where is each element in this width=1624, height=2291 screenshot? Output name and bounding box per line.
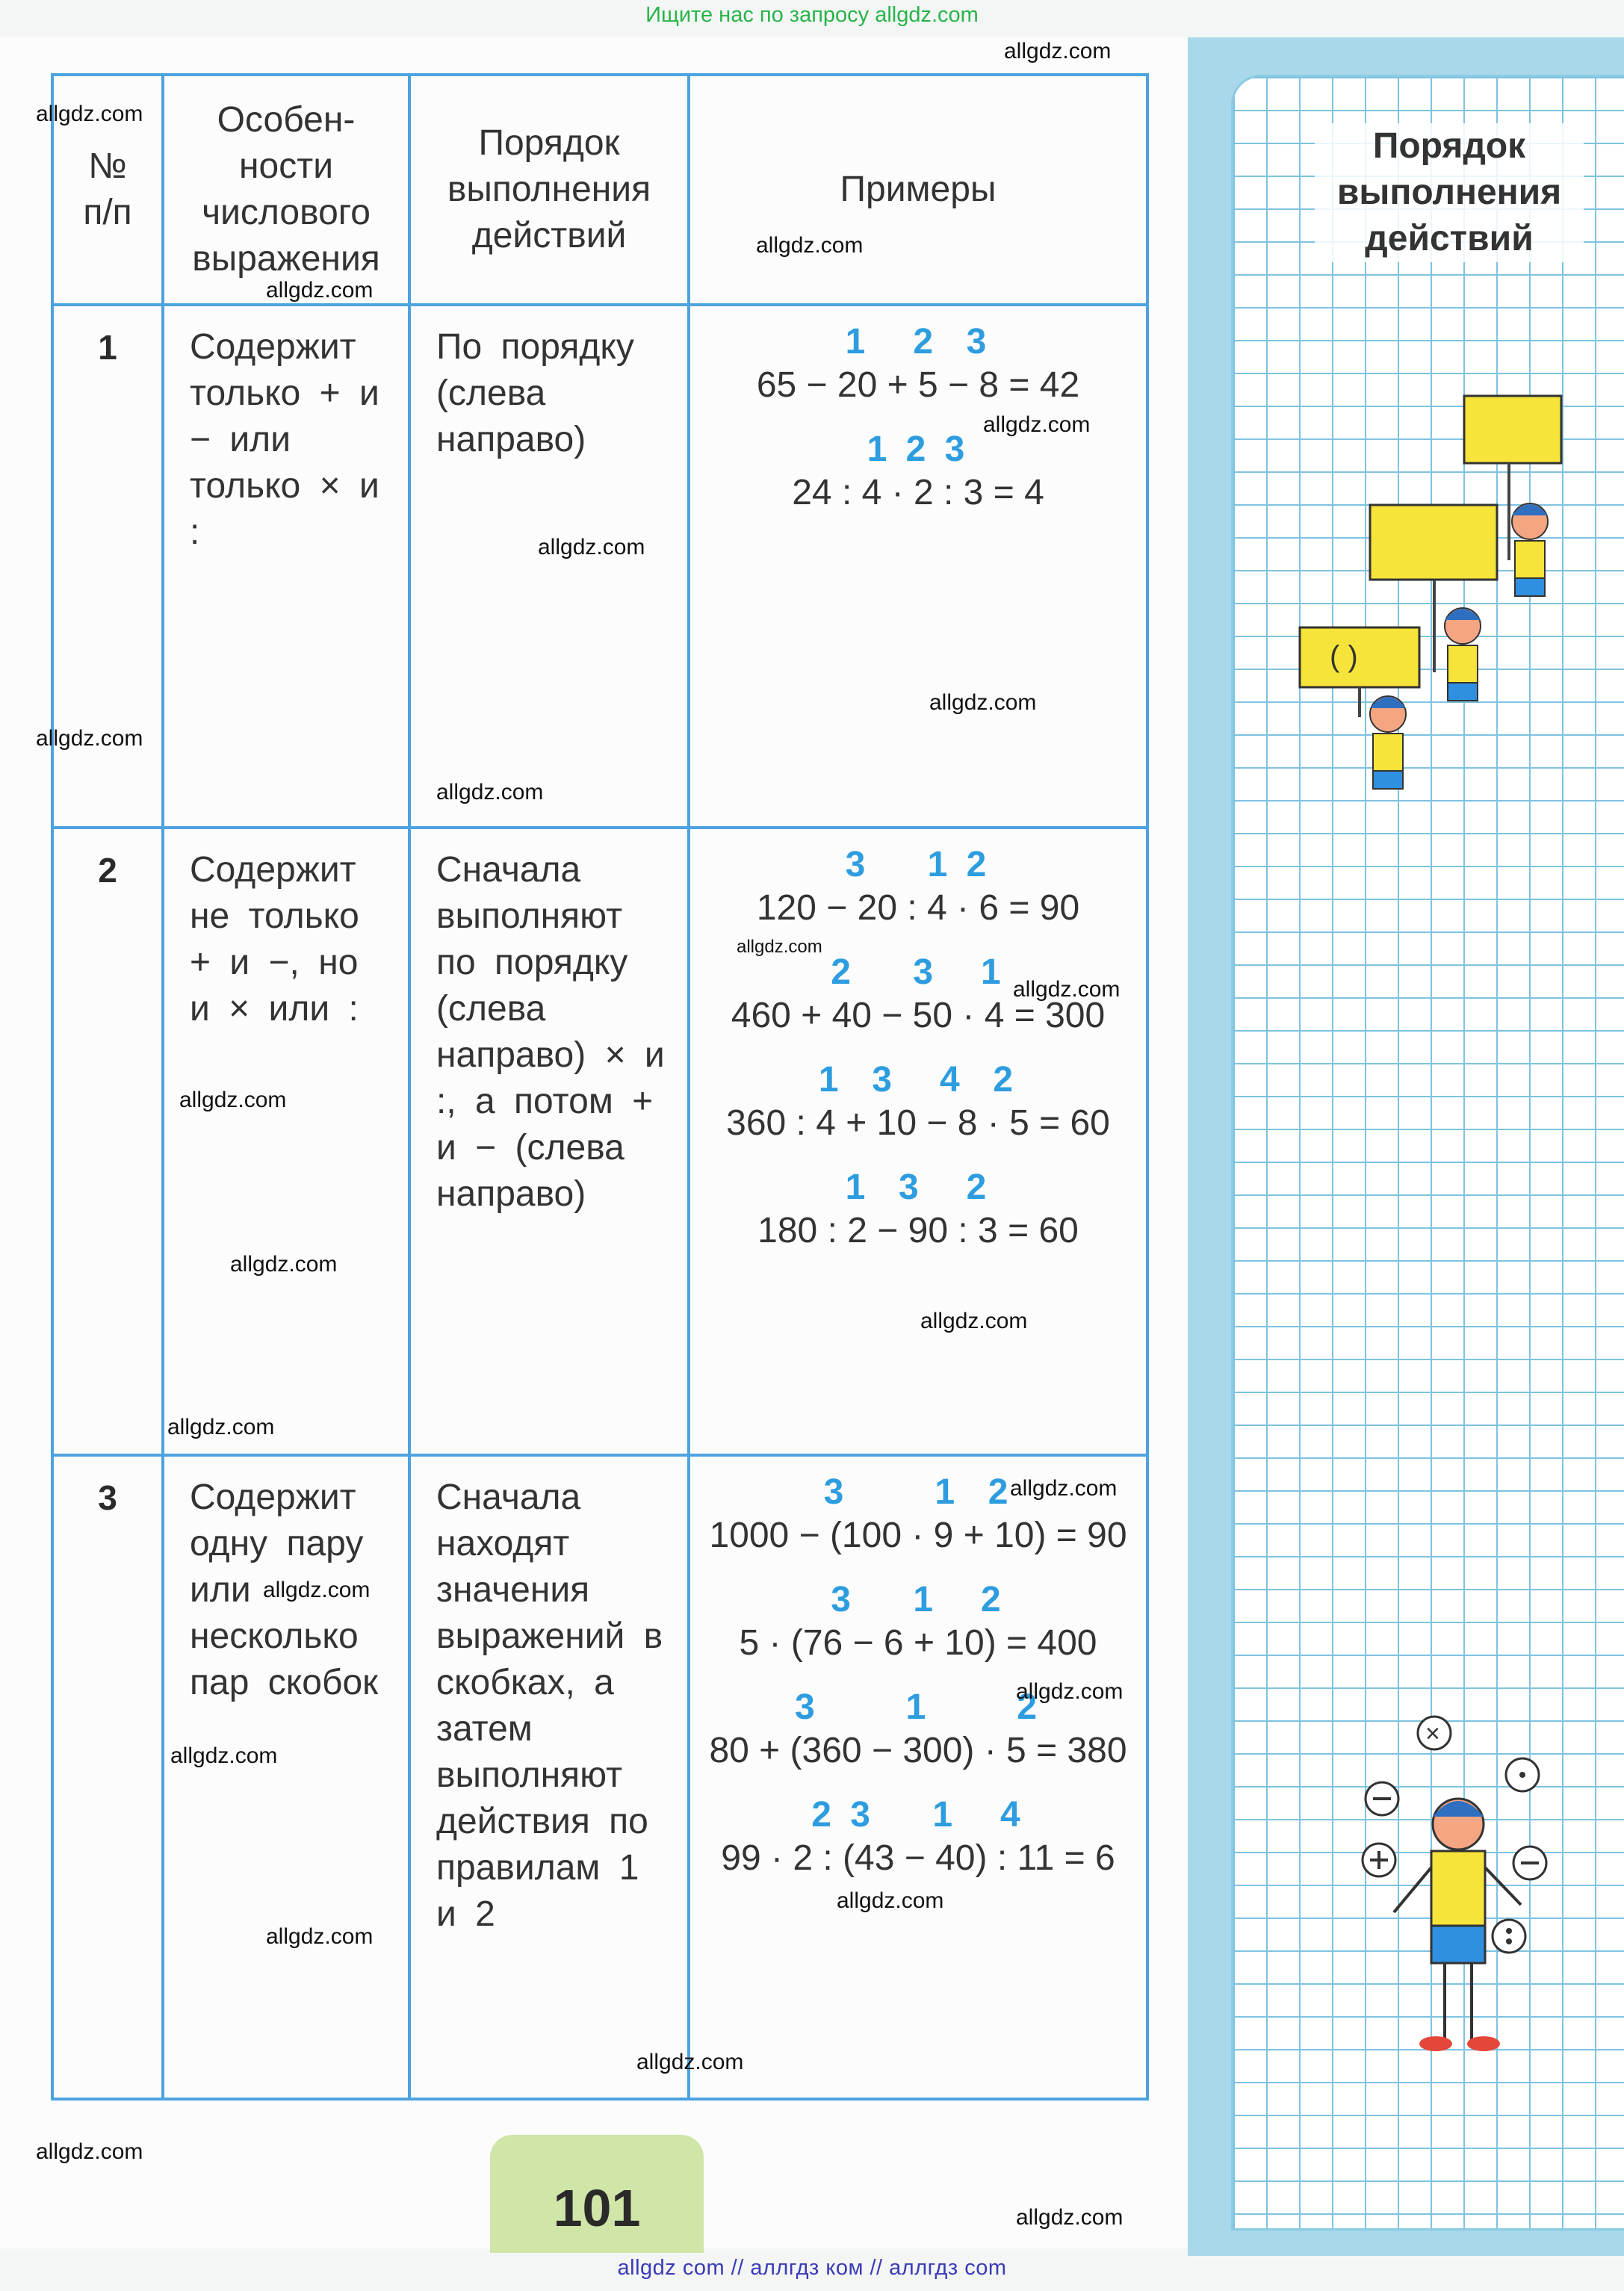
- step-numbers: 3 1 2: [845, 845, 991, 884]
- row-order: Сначала находят значения выражений в скобках, а затем выполняют действия по правилам 1 и 2: [409, 1455, 689, 2099]
- side-title: Порядок выполнения действий: [1315, 123, 1584, 262]
- example-expression: 180 : 2 − 90 : 3 = 60: [757, 1211, 1079, 1250]
- row-features: Содержит не только + и −, но и × или :: [163, 828, 409, 1455]
- step-numbers: 3 1 2: [794, 1687, 1042, 1727]
- svg-text:×: ×: [1425, 1720, 1440, 1748]
- step-numbers: 2 3 1: [831, 952, 1005, 992]
- row-order: По порядку (слева направо): [409, 305, 689, 828]
- watermark: allgdz.com: [1016, 2205, 1124, 2230]
- watermark: allgdz.com: [230, 1252, 338, 1277]
- table-row: [52, 305, 1147, 828]
- step-numbers: 1 2 3: [867, 430, 970, 469]
- watermark: allgdz.com: [36, 102, 143, 126]
- table-row: [52, 828, 1147, 1455]
- row-number: 1: [52, 305, 163, 828]
- header-order: Порядок выполнения действий: [409, 75, 689, 305]
- example-expression: 1000 − (100 · 9 + 10) = 90: [709, 1516, 1127, 1555]
- watermark: allgdz.com: [929, 690, 1037, 715]
- row-features: Содержит одну пару или несколько пар скобок: [163, 1455, 409, 2099]
- watermark: allgdz.com: [167, 1415, 275, 1439]
- step-numbers: 1 2 3: [845, 322, 991, 362]
- watermark: allgdz.com: [920, 1309, 1028, 1333]
- watermark: allgdz.com: [1013, 977, 1121, 1002]
- example-expression: 24 : 4 · 2 : 3 = 4: [792, 473, 1044, 512]
- header-features: Особен-ности числового выражения: [163, 75, 409, 305]
- watermark: allgdz.com: [263, 1578, 371, 1602]
- watermark: allgdz.com: [179, 1088, 287, 1112]
- kids-with-signs-illustration: [1292, 388, 1576, 807]
- watermark: allgdz.com: [436, 780, 544, 805]
- row-examples: [689, 828, 1147, 1455]
- table-row: [52, 1455, 1147, 2099]
- example-expression: 99 · 2 : (43 − 40) : 11 = 6: [721, 1838, 1115, 1878]
- example-expression: 120 − 20 : 4 · 6 = 90: [756, 888, 1080, 928]
- watermark: allgdz.com: [636, 2050, 744, 2074]
- example-expression: 5 · (76 − 6 + 10) = 400: [739, 1623, 1097, 1663]
- watermark: allgdz.com: [36, 726, 143, 751]
- watermark: allgdz.com: [1010, 1476, 1118, 1501]
- watermark: allgdz.com: [170, 1743, 278, 1768]
- watermark: allgdz.com: [538, 535, 645, 559]
- row-number: 2: [52, 828, 163, 1455]
- example-expression: 460 + 40 − 50 · 4 = 300: [731, 996, 1106, 1035]
- step-numbers: 3 1 2: [823, 1472, 1013, 1512]
- header-examples: Примеры: [689, 75, 1147, 305]
- svg-text:( ): ( ): [1330, 640, 1358, 673]
- row-order: Сначала выполняют по порядку (слева направо) × и :, а потом + и − (слева направо): [409, 828, 689, 1455]
- watermark: allgdz.com: [266, 1924, 374, 1949]
- page-number: 101: [553, 2179, 641, 2237]
- watermark: allgdz.com: [1016, 1679, 1124, 1704]
- step-numbers: 1 3 2: [845, 1168, 991, 1207]
- watermark: allgdz.com: [756, 233, 864, 258]
- watermark: allgdz.com: [983, 412, 1091, 437]
- row-examples: [689, 1455, 1147, 2099]
- row-number: 3: [52, 1455, 163, 2099]
- step-numbers: 3 1 2: [831, 1580, 1005, 1619]
- header-num: № п/п: [52, 75, 163, 305]
- table-header-row: [52, 75, 1147, 305]
- watermark: allgdz.com: [837, 1888, 944, 1913]
- watermark: allgdz.com: [1004, 39, 1112, 63]
- example-expression: 360 : 4 + 10 − 8 · 5 = 60: [726, 1103, 1110, 1143]
- row-features: Содержит только + и − или только × и :: [163, 305, 409, 828]
- juggler-illustration: [1352, 1711, 1569, 2069]
- watermark: allgdz.com: [36, 2139, 143, 2164]
- watermark: allgdz.com: [737, 937, 822, 957]
- example-expression: 80 + (360 − 300) · 5 = 380: [709, 1731, 1127, 1770]
- step-numbers: 1 3 4 2: [818, 1060, 1018, 1100]
- search-banner[interactable]: Ищите нас по запросу allgdz.com: [645, 3, 979, 27]
- footer-links[interactable]: allgdz com // аллгдз ком // аллгдз com: [617, 2256, 1007, 2280]
- watermark: allgdz.com: [266, 278, 374, 303]
- order-of-operations-table: [51, 73, 1149, 2101]
- example-expression: 65 − 20 + 5 − 8 = 42: [756, 365, 1080, 405]
- step-numbers: 2 3 1 4: [811, 1795, 1025, 1835]
- row-examples: [689, 305, 1147, 828]
